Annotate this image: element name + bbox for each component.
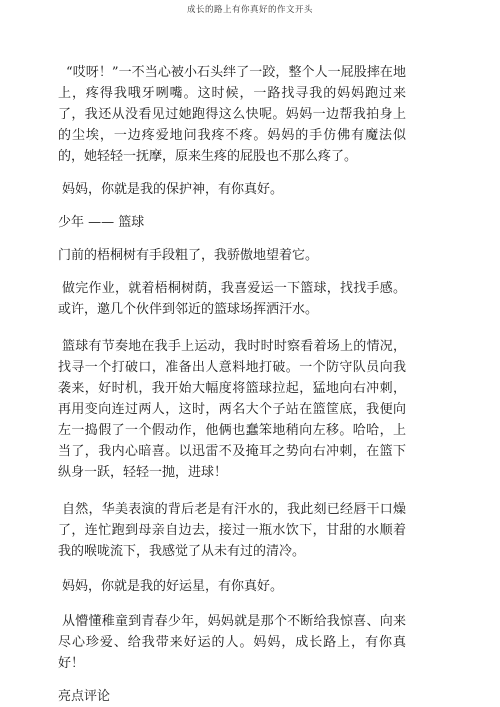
paragraph-tree: 门前的梧桐树有手段粗了，我骄傲地望着它。 bbox=[58, 248, 319, 263]
paragraph-fall: “哎呀！”一不当心被小石头绊了一跤，整个人一屁股摔在地上，疼得我哦牙咧嘴。这时候，一路找寻我的妈妈跑过来了，我还从没看见过她跑得这么快呢。妈妈一边帮我拍身上的尘埃，一边疼爱地问我疼不疼。妈妈的手仿佛有魔法似的，她轻轻一抚摩，原来生疼的屁股也不那么疼了。 bbox=[58, 65, 406, 164]
page-header: 成长的路上有你真好的作文开头 bbox=[186, 5, 313, 15]
document-body bbox=[58, 62, 406, 707]
section-heading-comment: 亮点评论 bbox=[58, 689, 111, 704]
paragraph-lucky-star: 妈妈，你就是我的好运星，有你真好。 bbox=[62, 579, 284, 594]
paragraph-conclusion: 从懵懂稚童到青春少年，妈妈就是那个不断给我惊喜、向来尽心珍爱、给我带来好运的人。妈妈，成长路上，有你真好！ bbox=[58, 614, 406, 671]
paragraph-protector: 妈妈，你就是我的保护神，有你真好。 bbox=[62, 182, 284, 197]
section-heading-basketball: 少年 —— 篮球 bbox=[58, 215, 145, 230]
paragraph-water: 自然，华美表演的背后老是有汗水的，我此刻已经唇干口燥了，连忙跑到母亲自边去，接过一瓶水饮下，甘甜的水顺着我的喉咙流下，我感觉了从未有过的清冷。 bbox=[58, 502, 406, 559]
paragraph-game: 篮球有节奏地在我手上运动，我时时时察看着场上的情况，找寻一个打破口，准备出人意料地打破。一个防守队员向我袭来，好时机，我开始大幅度将篮球拉起，猛地向右冲刺，再用变向连过两人，这时，两名大个子站在篮筐底，我便向左一捣假了一个假动作，他俩也蠢笨地稍向左移。哈哈，上当了，我内心暗喜。以迅雷不及掩耳之势向右冲刺，在篮下纵身一跃，轻轻一抛，进球！ bbox=[58, 339, 406, 480]
paragraph-homework: 做完作业，就着梧桐树荫，我喜爱运一下篮球，找找手感。或许，邀几个伙伴到邻近的篮球场挥洒汗水。 bbox=[58, 281, 406, 317]
